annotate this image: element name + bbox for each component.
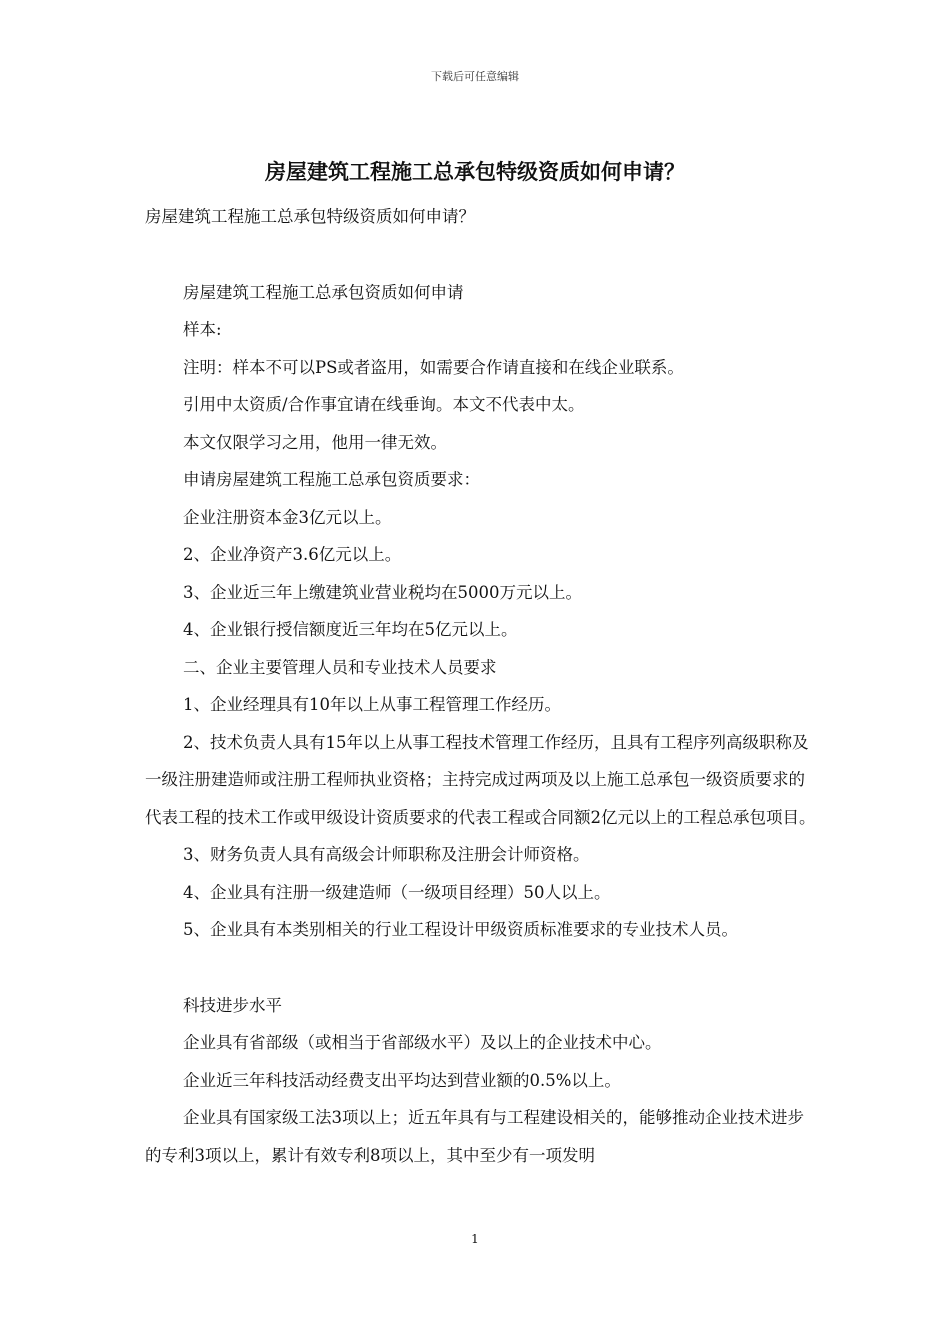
paragraph: 3、财务负责人具有高级会计师职称及注册会计师资格。 <box>183 845 590 864</box>
paragraph: 2、企业净资产3.6亿元以上。 <box>183 545 402 564</box>
paragraph-gap <box>145 949 820 987</box>
paragraph-gap <box>145 236 820 274</box>
paragraph: 申请房屋建筑工程施工总承包资质要求： <box>183 470 480 489</box>
paragraph: 企业注册资本金3亿元以上。 <box>183 507 392 527</box>
page-number: 1 <box>471 1232 479 1246</box>
paragraph: 房屋建筑工程施工总承包特级资质如何申请？ <box>145 207 475 226</box>
paragraph: 1、企业经理具有10年以上从事工程管理工作经历。 <box>183 695 561 714</box>
paragraph: 5、企业具有本类别相关的行业工程设计甲级资质标准要求的专业技术人员。 <box>183 920 738 939</box>
paragraph: 企业具有国家级工法3项以上；近五年具有与工程建设相关的，能够推动企业技术进步的专利3项以上，累计有效专利8项以上，其中至少有一项发明 <box>145 1108 804 1165</box>
document-title: 房屋建筑工程施工总承包特级资质如何申请？ <box>265 159 685 184</box>
paragraph: 4、企业银行授信额度近三年均在5亿元以上。 <box>183 620 518 639</box>
paragraph: 企业具有省部级（或相当于省部级水平）及以上的企业技术中心。 <box>183 1033 662 1052</box>
paragraph: 房屋建筑工程施工总承包资质如何申请 <box>183 282 464 302</box>
header-note: 下载后可任意编辑 <box>431 70 519 83</box>
paragraph: 二、企业主要管理人员和专业技术人员要求 <box>183 657 497 677</box>
paragraph: 注明：样本不可以PS或者盗用，如需要合作请直接和在线企业联系。 <box>183 357 684 377</box>
paragraph: 3、企业近三年上缴建筑业营业税均在5000万元以上。 <box>183 582 582 602</box>
paragraph: 样本: <box>183 320 222 339</box>
section-heading: 科技进步水平 <box>183 995 282 1015</box>
paragraph: 本文仅限学习之用，他用一律无效。 <box>183 432 447 452</box>
paragraph: 引用中太资质/合作事宜请在线垂询。本文不代表中太。 <box>183 395 585 414</box>
document-body <box>145 198 820 1174</box>
paragraph: 企业近三年科技活动经费支出平均达到营业额的0.5%以上。 <box>183 1070 621 1090</box>
paragraph: 4、企业具有注册一级建造师（一级项目经理）50人以上。 <box>183 882 611 902</box>
paragraph: 2、技术负责人具有15年以上从事工程技术管理工作经历，且具有工程序列高级职称及一级注册建造师或注册工程师执业资格；主持完成过两项及以上施工总承包一级资质要求的代表工程的技术工作或甲级设计资质要求的代表工程或合同额2亿元以上的工程总承包项目。 <box>145 732 816 827</box>
